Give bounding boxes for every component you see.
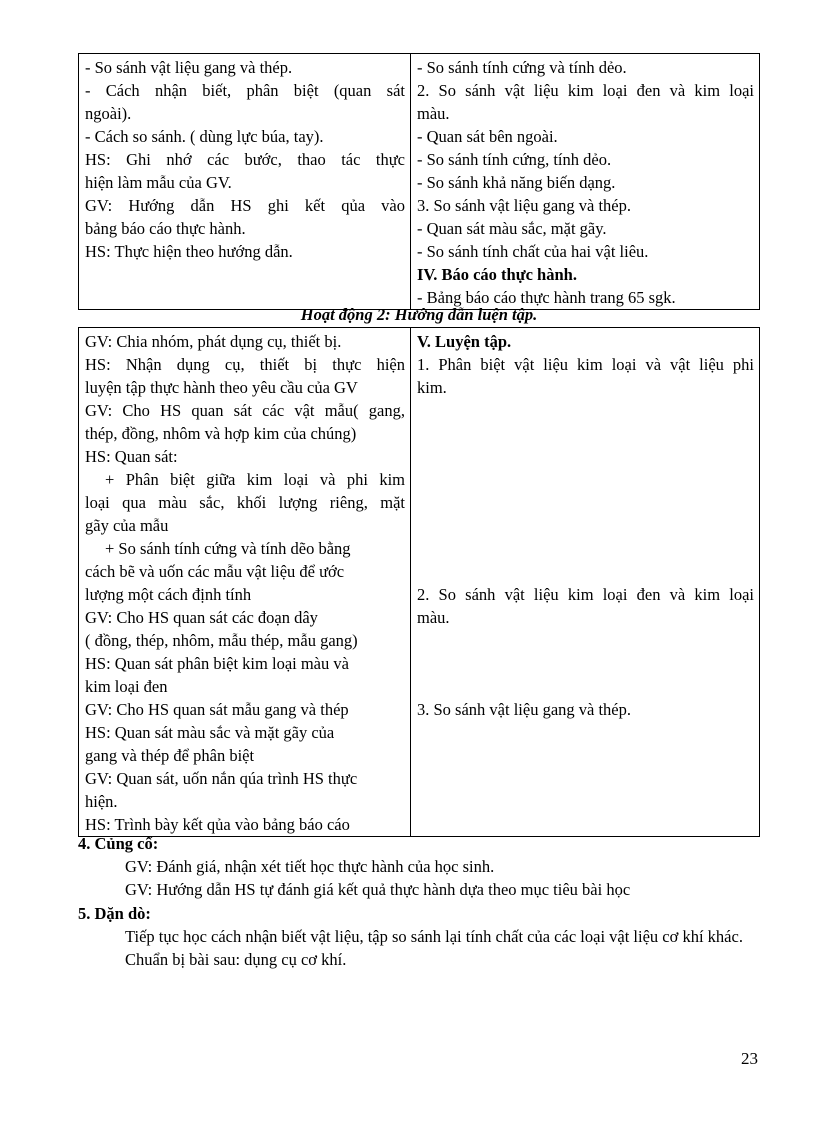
page-number: 23 — [741, 1049, 758, 1068]
table2-left-line: GV: Chia nhóm, phát dụng cụ, thiết bị. — [85, 332, 342, 351]
table1-right-line: - Quan sát bên ngoài. — [417, 127, 558, 146]
practice-item-3: 3. So sánh vật liệu gang và thép. — [417, 700, 632, 719]
table2-left-line: cách bẽ và uốn các mẫu vật liệu để ước — [85, 562, 345, 581]
table2-left-line: GV: Cho HS quan sát mẫu gang và thép — [85, 700, 349, 719]
table2-left-line: luyện tập thực hành theo yêu cầu của GV — [85, 378, 358, 397]
section-4-line: GV: Đánh giá, nhận xét tiết học thực hành của học sinh. — [125, 857, 495, 876]
table1-left-line: - So sánh vật liệu gang và thép. — [85, 58, 293, 77]
practice-item-2: 2. So sánh vật liệu kim loại đen và kim loại — [417, 585, 754, 604]
activity-1-table — [78, 53, 760, 310]
table2-left-line: GV: Cho HS quan sát các đoạn dây — [85, 608, 318, 627]
table1-right-line: - So sánh khả năng biến dạng. — [417, 173, 616, 192]
table2-left-line: lượng một cách định tính — [85, 585, 252, 604]
table1-left-line: hiện làm mẫu của GV. — [85, 173, 232, 192]
table2-left-line: gãy của mẫu — [85, 516, 169, 535]
table1-right-line: 3. So sánh vật liệu gang và thép. — [417, 196, 632, 215]
table2-left-line: GV: Quan sát, uốn nắn qúa trình HS thực — [85, 769, 358, 788]
table1-right-line: 2. So sánh vật liệu kim loại đen và kim loại — [417, 81, 754, 100]
section-4-line: GV: Hướng dẫn HS tự đánh giá kết quả thực hành dựa theo mục tiêu bài học — [125, 880, 631, 899]
section-5-title: 5. Dặn dò: — [78, 904, 151, 923]
practice-item-2-cont: màu. — [417, 608, 450, 627]
table2-left-line: HS: Quan sát: — [85, 447, 178, 466]
table1-right-line: màu. — [417, 104, 450, 123]
table1-left-line: - Cách nhận biết, phân biệt (quan sát — [85, 81, 405, 100]
table1-left-line: - Cách so sánh. ( dùng lực búa, tay). — [85, 127, 324, 146]
table2-left-line: loại qua màu sắc, khối lượng riêng, mặt — [85, 493, 405, 512]
activity-2-heading: Hoạt động 2: Hướng dẫn luện tập. — [300, 305, 538, 324]
table1-right-line: - So sánh tính chất của hai vật liêu. — [417, 242, 649, 261]
table2-left-line: GV: Cho HS quan sát các vật mẫu( gang, — [85, 401, 405, 420]
section-5-homework — [78, 902, 753, 971]
table2-left-line: + Phân biệt giữa kim loại và phi kim — [105, 470, 405, 489]
table2-left-line: HS: Nhận dụng cụ, thiết bị thực hiện — [85, 355, 405, 374]
table2-left-line: gang và thép để phân biệt — [85, 746, 255, 765]
content-column — [411, 54, 760, 310]
practice-item-1-cont: kim. — [417, 378, 447, 397]
teacher-student-column — [79, 54, 411, 310]
table1-right-line: - So sánh tính cứng và tính dẻo. — [417, 58, 627, 77]
table2-left-line: HS: Quan sát màu sắc và mặt gãy của — [85, 723, 335, 742]
activity-2-table — [78, 327, 760, 837]
table1-right-line: - So sánh tính cứng, tính dẻo. — [417, 150, 612, 169]
table1-right-line: - Quan sát màu sắc, mặt gãy. — [417, 219, 607, 238]
section-heading: IV. Báo cáo thực hành. — [417, 265, 577, 284]
table1-left-line: HS: Thực hiện theo hướng dẫn. — [85, 242, 293, 261]
section-5-paragraph: Tiếp tục học cách nhận biết vật liệu, tập so sánh lại tính chất của các loại vật liệu cơ khí khác. — [125, 927, 743, 946]
table2-left-line: thép, đồng, nhôm và hợp kim của chúng) — [85, 424, 357, 443]
table1-left-line: bảng báo cáo thực hành. — [85, 219, 246, 238]
table2-left-line: HS: Quan sát phân biệt kim loại màu và — [85, 654, 349, 673]
table2-left-line: HS: Trình bày kết qủa vào bảng báo cáo — [85, 815, 350, 834]
table1-right-line: - Bảng báo cáo thực hành trang 65 sgk. — [417, 288, 676, 307]
table2-left-line: + So sánh tính cứng và tính dẽo bằng — [105, 539, 351, 558]
practice-item-1: 1. Phân biệt vật liệu kim loại và vật liệu phi — [417, 355, 754, 374]
section-4-consolidation — [78, 832, 768, 901]
table2-left-line: hiện. — [85, 792, 118, 811]
section-5-line: Chuẩn bị bài sau: dụng cụ cơ khí. — [125, 950, 347, 969]
section-heading: V. Luyện tập. — [417, 332, 512, 351]
table2-left-line: kim loại đen — [85, 677, 168, 696]
table1-left-line: HS: Ghi nhớ các bước, thao tác thực — [85, 150, 405, 169]
table2-left-line: ( đồng, thép, nhôm, mẫu thép, mẫu gang) — [85, 631, 358, 650]
teacher-student-column — [79, 328, 411, 837]
content-column — [411, 328, 760, 837]
section-4-title: 4. Củng cố: — [78, 834, 159, 853]
table1-left-line: GV: Hướng dẫn HS ghi kết qủa vào — [85, 196, 405, 215]
table1-left-line: ngoài). — [85, 104, 132, 123]
